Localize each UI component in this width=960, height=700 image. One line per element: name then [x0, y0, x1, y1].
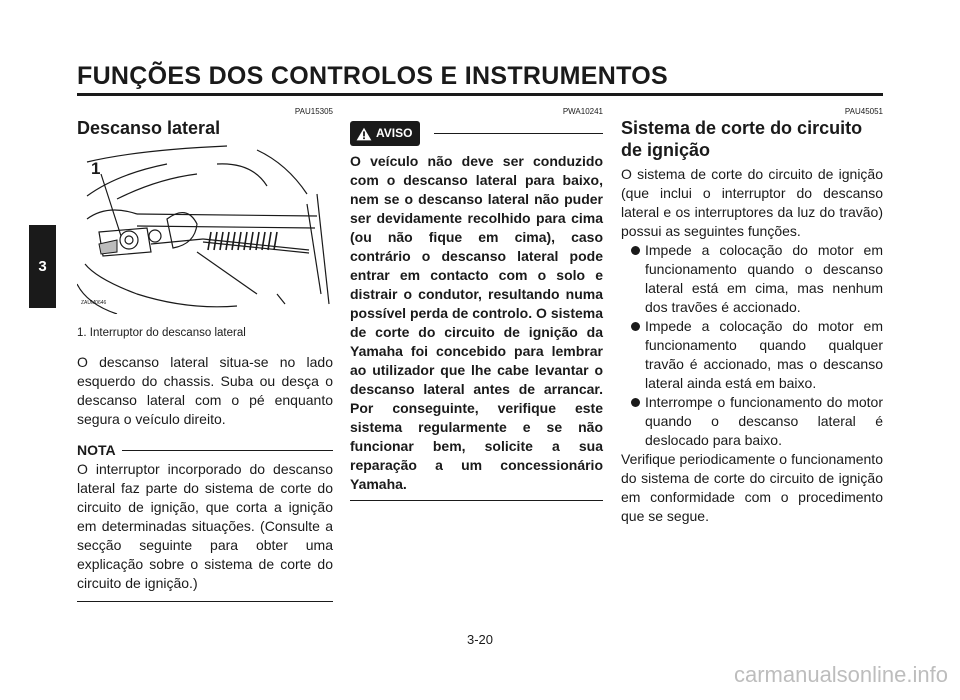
section-code: PAU15305: [294, 107, 333, 116]
nota-label: NOTA: [77, 442, 116, 458]
side-stand-paragraph: O descanso lateral situa-se no lado esquerdo do chassis. Suba ou desça o descanso lateral com o pé enquanto segura o veículo direito.: [77, 354, 333, 427]
functions-list: [621, 241, 883, 450]
section-title-ignition-cutoff: Sistema de corte do circuito de ignição: [621, 118, 863, 160]
nota-header: [77, 441, 333, 460]
column-ignition-cutoff: [621, 107, 883, 526]
ignition-intro: O sistema de corte do circuito de ignição (que inclui o interruptor do descanso lateral e os interruptores da luz do travão) possui as seguintes funções.: [621, 166, 883, 239]
chapter-tab: 3: [29, 225, 56, 308]
watermark: carmanualsonline.info: [733, 662, 948, 687]
illustration-callout: 1: [91, 159, 101, 178]
column-side-stand: [77, 107, 333, 602]
list-item-text: Interrompe o funcionamento do motor quando o descanso lateral é deslocado para baixo.: [645, 394, 883, 448]
aviso-end-rule: [350, 500, 603, 501]
aviso-badge: [350, 121, 420, 146]
ignition-outro: Verifique periodicamente o funcionamento do sistema de corte do circuito de ignição em conformidade com o procedimento que se segue.: [621, 451, 883, 524]
bullet-icon: [631, 398, 640, 407]
page-number: 3-20: [466, 632, 494, 647]
illustration-code: ZAUM0646: [81, 300, 107, 306]
section-code: PAU45051: [844, 107, 883, 116]
aviso-header: [350, 121, 603, 146]
list-item: [621, 393, 883, 450]
list-item: [621, 317, 883, 393]
nota-text: O interruptor incorporado do descanso lateral faz parte do sistema de corte do circuito de ignição, que corta a ignição em determinadas situações. (Consulte a secção seguinte para obter uma explicação sobre o sistema de corte do circuito de ignição.): [77, 461, 333, 591]
list-item: [621, 241, 883, 317]
list-item-text: Impede a colocação do motor em funcionamento quando o descanso lateral está em cima, mas nenhum dos travões é accionado.: [645, 242, 883, 315]
bullet-icon: [631, 322, 640, 331]
page-header-title: FUNÇÕES DOS CONTROLOS E INSTRUMENTOS: [77, 62, 668, 90]
aviso-label: AVISO: [376, 126, 413, 140]
side-stand-illustration: [77, 144, 333, 314]
warning-triangle-icon: [356, 127, 372, 141]
figure-caption: 1. Interruptor do descanso lateral: [77, 327, 246, 339]
aviso-rule: [434, 133, 603, 134]
section-title-side-stand: Descanso lateral: [77, 118, 221, 138]
column-warning: [350, 107, 603, 501]
nota-end-rule: [77, 601, 333, 602]
header-rule: [77, 93, 883, 96]
warning-code: PWA10241: [562, 107, 603, 116]
list-item-text: Impede a colocação do motor em funcionamento quando qualquer travão é accionado, mas o descanso lateral ainda está em baixo.: [645, 318, 883, 391]
nota-rule: [122, 450, 333, 451]
bullet-icon: [631, 246, 640, 255]
aviso-text: O veículo não deve ser conduzido com o descanso lateral para baixo, nem se o descanso lateral não puder ser devidamente recolhido para cima (ou não fique em cima), caso contrário o descanso lateral pode entrar em contacto com o solo e distrair o condutor, resultando numa possível perda de controlo. O sistema de corte do circuito de ignição da Yamaha foi concebido para lembrar ao utilizador que lhe cabe levantar o descanso lateral antes de arrancar. Por conseguinte, verifique este sistema regularmente e se não funcionar bem, solicite a sua reparação a um concessionário Yamaha.: [350, 153, 603, 492]
